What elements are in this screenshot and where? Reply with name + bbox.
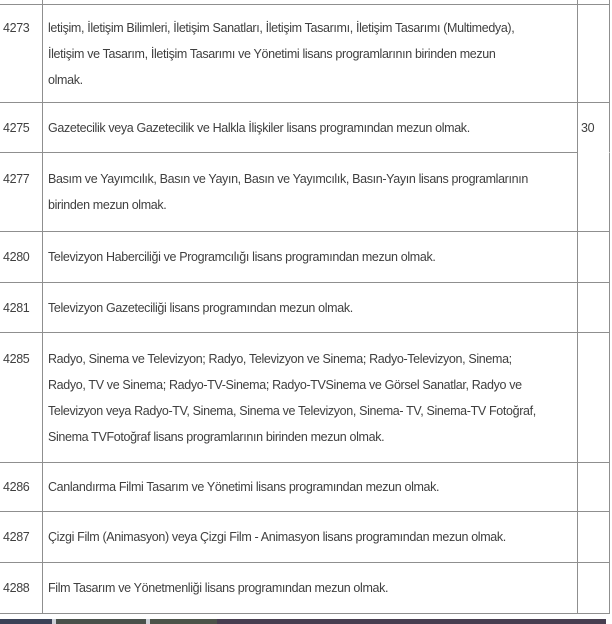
- requirement-line: Film Tasarım ve Yönetmenliği lisans programından mezun olmak.: [48, 581, 389, 595]
- quota-cell: [578, 153, 610, 232]
- code-cell: [0, 283, 43, 333]
- requirement-line: Basım ve Yayımcılık, Basın ve Yayın, Basın ve Yayımcılık, Basın-Yayın lisans programlarının: [48, 172, 528, 186]
- code-spacer-line: [3, 398, 42, 424]
- row-quota: [581, 346, 609, 372]
- requirement-line: İletişim ve Tasarım, İletişim Tasarımı ve Yönetimi lisans programlarının birinden mezun: [48, 46, 496, 61]
- requirement-cell: [43, 333, 578, 463]
- code-spacer-line: [3, 372, 42, 398]
- requirement-line: Radyo, Sinema ve Televizyon; Radyo, Televizyon ve Sinema; Radyo-Televizyon, Sinema;: [48, 351, 512, 366]
- row-code: 4277: [3, 172, 30, 186]
- requirement-line: Sinema TVFotoğraf lisans programlarının birinden mezun olmak.: [48, 429, 385, 444]
- table-row: [0, 463, 612, 512]
- row-quota: 30: [581, 120, 595, 135]
- band-segment: [217, 619, 606, 624]
- requirement-cell: [43, 283, 578, 333]
- code-cell: [0, 333, 43, 463]
- requirement-cell: [43, 153, 578, 232]
- row-quota: [581, 524, 609, 550]
- quota-spacer-line: [581, 67, 609, 93]
- band-segment: [0, 619, 52, 624]
- requirement-line: letişim, İletişim Bilimleri, İletişim Sanatları, İletişim Tasarımı, İletişim Tasarımı (Multimedya),: [48, 20, 515, 35]
- quota-cell: [578, 5, 610, 103]
- row-code: 4288: [3, 581, 30, 595]
- requirement-cell: [43, 5, 578, 103]
- code-cell: [0, 563, 43, 614]
- table-row: [0, 333, 612, 463]
- table-row: [0, 283, 612, 333]
- row-quota: [581, 166, 609, 192]
- row-code: 4285: [3, 351, 30, 366]
- row-code: 4275: [3, 120, 30, 135]
- row-quota: [581, 575, 609, 601]
- requirement-line: Televizyon Haberciliği ve Programcılığı lisans programından mezun olmak.: [48, 250, 436, 264]
- quota-cell: [578, 232, 610, 283]
- quota-cell: [578, 463, 610, 512]
- table-row: [0, 563, 612, 614]
- quota-spacer-line: [581, 424, 609, 450]
- code-cell: [0, 153, 43, 232]
- requirement-cell: [43, 512, 578, 563]
- code-cell: [0, 463, 43, 512]
- quota-spacer-line: [581, 372, 609, 398]
- requirement-cell: [43, 232, 578, 283]
- requirement-cell: [43, 103, 578, 153]
- requirement-line: Gazetecilik veya Gazetecilik ve Halkla İlişkiler lisans programından mezun olmak.: [48, 120, 470, 135]
- code-cell: [0, 232, 43, 283]
- row-quota: [581, 474, 609, 500]
- band-segment: [56, 619, 146, 624]
- requirement-line: olmak.: [48, 72, 83, 87]
- band-segment: [150, 619, 217, 624]
- requirement-line: Televizyon Gazeteciliği lisans programından mezun olmak.: [48, 300, 353, 315]
- requirement-cell: [43, 463, 578, 512]
- row-quota: [581, 15, 609, 41]
- table-row: [0, 512, 612, 563]
- row-code: 4287: [3, 530, 30, 544]
- requirement-cell: [43, 563, 578, 614]
- requirement-line: Radyo, TV ve Sinema; Radyo-TV-Sinema; Radyo-TVSinema ve Görsel Sanatlar, Radyo ve: [48, 377, 522, 392]
- requirement-line: Canlandırma Filmi Tasarım ve Yönetimi lisans programından mezun olmak.: [48, 480, 440, 494]
- code-cell: [0, 103, 43, 153]
- table-row: [0, 103, 612, 153]
- code-spacer-line: [3, 67, 42, 93]
- table-row: [0, 153, 612, 232]
- requirement-line: Televizyon veya Radyo-TV, Sinema, Sinema ve Televizyon, Sinema- TV, Sinema-TV Fotoğraf,: [48, 403, 536, 418]
- quota-spacer-line: [581, 192, 609, 218]
- requirement-line: birinden mezun olmak.: [48, 198, 167, 212]
- quota-cell: [578, 512, 610, 563]
- next-table-header-band: [0, 619, 612, 624]
- code-spacer-line: [3, 41, 42, 67]
- code-cell: [0, 512, 43, 563]
- quota-spacer-line: [581, 41, 609, 67]
- requirement-line: Çizgi Film (Animasyon) veya Çizgi Film - Animasyon lisans programından mezun olmak.: [48, 530, 506, 544]
- quota-spacer-line: [581, 398, 609, 424]
- quota-cell: [578, 563, 610, 614]
- row-code: 4273: [3, 20, 30, 35]
- table-row: [0, 232, 612, 283]
- quota-cell: [578, 333, 610, 463]
- row-code: 4281: [3, 300, 30, 315]
- row-quota: [581, 295, 609, 321]
- row-quota: [581, 244, 609, 270]
- code-spacer-line: [3, 424, 42, 450]
- quota-cell: [578, 103, 610, 153]
- row-code: 4280: [3, 250, 30, 264]
- code-cell: [0, 5, 43, 103]
- quota-cell: [578, 283, 610, 333]
- table-row: [0, 5, 612, 103]
- table-body: [0, 5, 612, 614]
- code-spacer-line: [3, 192, 42, 218]
- row-code: 4286: [3, 480, 30, 494]
